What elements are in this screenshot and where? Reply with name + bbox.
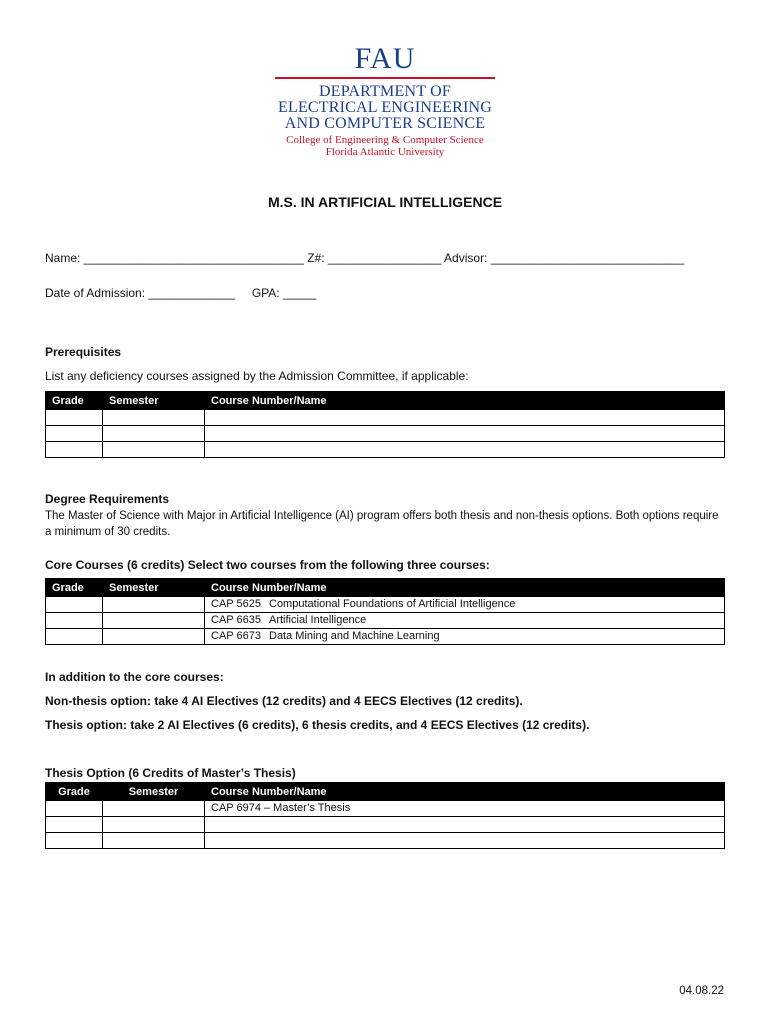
thesis-heading: Thesis Option (6 Credits of Master’s Thesis)	[45, 766, 296, 780]
table-row	[46, 629, 725, 645]
grade-cell[interactable]	[46, 410, 103, 426]
university-line: Florida Atlantic University	[325, 146, 445, 158]
table-row	[46, 410, 725, 426]
course-name: Computational Foundations of Artificial Intelligence	[269, 598, 516, 610]
dept-line-1: DEPARTMENT OF	[319, 83, 451, 100]
semester-cell[interactable]	[103, 833, 205, 849]
grade-cell[interactable]	[46, 613, 103, 629]
grade-header: Grade	[46, 579, 103, 597]
course-header: Course Number/Name	[205, 392, 725, 410]
grade-cell[interactable]	[46, 629, 103, 645]
core-courses-heading: Core Courses (6 credits) Select two courses from the following three courses:	[45, 558, 490, 572]
semester-cell[interactable]	[103, 410, 205, 426]
college-line: College of Engineering & Computer Science	[286, 134, 484, 146]
semester-header: Semester	[103, 579, 205, 597]
prerequisites-text: List any deficiency courses assigned by the Admission Committee, if applicable:	[45, 369, 469, 383]
grade-cell[interactable]	[46, 801, 103, 817]
grade-header: Grade	[46, 783, 103, 801]
course-cell	[205, 613, 725, 629]
course-header: Course Number/Name	[205, 783, 725, 801]
revision-date: 04.08.22	[679, 985, 724, 997]
prerequisites-table	[45, 391, 725, 458]
dept-line-2: ELECTRICAL ENGINEERING	[278, 99, 492, 116]
course-cell	[205, 597, 725, 613]
course-cell[interactable]	[205, 426, 725, 442]
options-intro: In addition to the core courses:	[45, 670, 224, 684]
course-code: CAP 6635	[211, 614, 261, 626]
course-code: CAP 5625	[211, 598, 261, 610]
grade-cell[interactable]	[46, 833, 103, 849]
non-thesis-option: Non-thesis option: take 4 AI Electives (12 credits) and 4 EECS Electives (12 credits).	[45, 694, 523, 708]
thesis-table	[45, 782, 725, 849]
table-row	[46, 833, 725, 849]
grade-header: Grade	[46, 392, 103, 410]
course-code: CAP 6673	[211, 630, 261, 642]
semester-header: Semester	[103, 392, 205, 410]
degree-requirements-text: The Master of Science with Major in Artificial Intelligence (AI) program offers both thesis and non-thesis options. Both options require a minimum of 30 credits.	[45, 510, 719, 538]
logo-divider	[275, 77, 495, 79]
thesis-option: Thesis option: take 2 AI Electives (6 credits), 6 thesis credits, and 4 EECS Electives (12 credits).	[45, 718, 590, 732]
table-row	[46, 801, 725, 817]
course-cell	[205, 629, 725, 645]
table-row	[46, 817, 725, 833]
semester-cell[interactable]	[103, 597, 205, 613]
admission-gpa-line: Date of Admission: _____________ GPA: _____	[45, 286, 317, 300]
grade-cell[interactable]	[46, 426, 103, 442]
grade-cell[interactable]	[46, 817, 103, 833]
table-row	[46, 426, 725, 442]
course-cell: CAP 6974 – Master’s Thesis	[205, 801, 725, 817]
course-name: Artificial Intelligence	[269, 614, 367, 626]
grade-cell[interactable]	[46, 442, 103, 458]
grade-cell[interactable]	[46, 597, 103, 613]
course-cell[interactable]	[205, 833, 725, 849]
table-row	[46, 442, 725, 458]
dept-line-3: AND COMPUTER SCIENCE	[284, 115, 486, 132]
course-cell[interactable]	[205, 410, 725, 426]
fau-logo	[0, 44, 770, 158]
prerequisites-heading: Prerequisites	[45, 345, 122, 359]
semester-cell[interactable]	[103, 817, 205, 833]
table-header-row	[46, 579, 725, 597]
degree-requirements-heading: Degree Requirements	[45, 492, 170, 506]
semester-cell[interactable]	[103, 613, 205, 629]
course-cell[interactable]	[205, 442, 725, 458]
semester-cell[interactable]	[103, 426, 205, 442]
semester-cell[interactable]	[103, 801, 205, 817]
course-name: Data Mining and Machine Learning	[269, 630, 440, 642]
semester-cell[interactable]	[103, 442, 205, 458]
page-title: M.S. IN ARTIFICIAL INTELLIGENCE	[267, 194, 503, 210]
fau-wordmark: FAU	[354, 42, 416, 75]
core-courses-table	[45, 578, 725, 645]
table-row	[46, 597, 725, 613]
table-header-row	[46, 392, 725, 410]
semester-cell[interactable]	[103, 629, 205, 645]
course-header: Course Number/Name	[205, 579, 725, 597]
name-zid-advisor-line: Name: _________________________________ Z#: _________________ Advisor: _____________________________	[45, 251, 685, 265]
table-header-row	[46, 783, 725, 801]
table-row	[46, 613, 725, 629]
course-cell[interactable]	[205, 817, 725, 833]
semester-header: Semester	[103, 783, 205, 801]
